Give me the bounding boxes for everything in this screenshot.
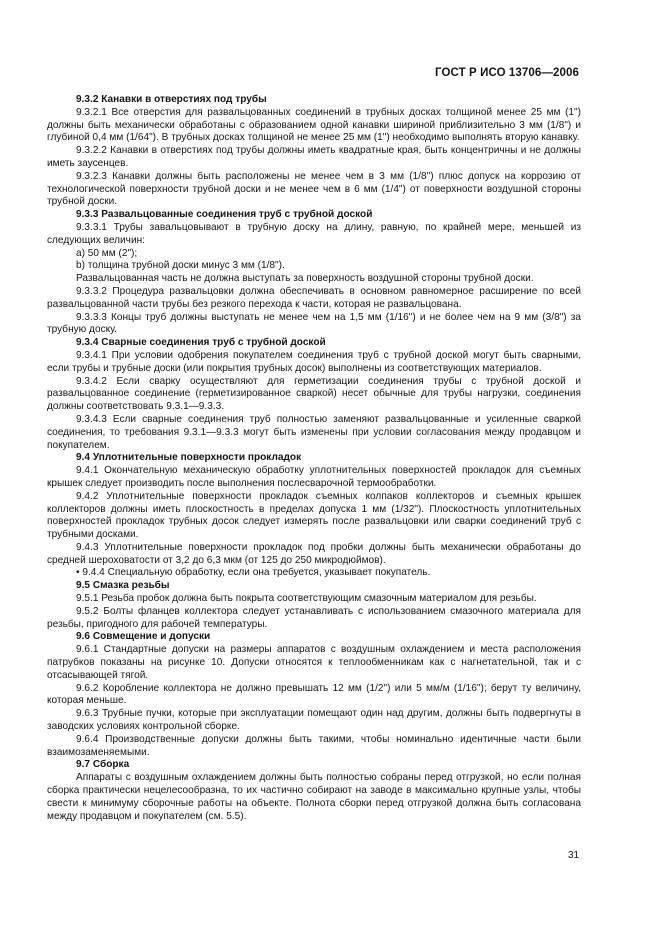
paragraph: Аппараты с воздушным охлаждением должны быть полностью собраны перед отгрузкой, но если полная сборка практически нецелесообразна, то их частично собирают на заводе в максимально крупные узлы, чтобы свести к минимуму сборочные работы на объекте. Полнота сборки перед отгрузкой должна быть согласована между продавцом и покупателем (см. 5.5). xyxy=(47,772,581,822)
paragraph: 9.6.2 Коробление коллектора не должно превышать 12 мм (1/2") или 5 мм/м (1/16"); берут ту величину, которая меньше. xyxy=(47,682,581,707)
paragraph: 9.4.2 Уплотнительные поверхности прокладок съемных колпаков коллекторов и съемных крышек коллекторов должны иметь плоскостность в пределах допуска 1 мм (1/32"). Плоскостность уплотнительных поверхностей прокладок трубных досок следует измерять после развальцовки или сварки соединений труб с трубными досками. xyxy=(47,490,581,541)
paragraph: 9.3.2.2 Канавки в отверстиях под трубы должны иметь квадратные края, быть концентричны и не должны иметь заусенцев. xyxy=(47,145,581,169)
section-heading: 9.5 Смазка резьбы xyxy=(76,580,170,592)
paragraph: 9.5.1 Резьба пробок должна быть покрыта соответствующим смазочным материалом для резьбы. xyxy=(76,593,537,605)
standard-designation: ГОСТ Р ИСО 13706—2006 xyxy=(434,67,579,79)
paragraph: 9.3.4.3 Если сварные соединения труб полностью заменяют развальцованные и усиленные сваркой соединения, то требования 9.3.1—9.3.3 могут быть изменены при условии согласования между продавцом и покупателем. xyxy=(47,413,581,451)
paragraph: • 9.4.4 Специальную обработку, если она требуется, указывает покупатель. xyxy=(76,567,431,579)
section-heading: 9.6 Совмещение и допуски xyxy=(76,631,211,643)
paragraph: 9.3.2.3 Канавки должны быть расположены не менее чем в 3 мм (1/8") плюс допуск на коррозию от технологической поверхности трубной доски и не менее чем в 6 мм (1/4") от поверхности воздушной стороны трубной доски. xyxy=(47,170,581,208)
paragraph: 9.3.3.3 Концы труб должны выступать не менее чем на 1,5 мм (1/16") и не более чем на 9 мм (3/8") за трубную доску. xyxy=(47,311,581,336)
page-number: 31 xyxy=(568,850,580,861)
paragraph: 9.3.3.1 Трубы завальцовывают в трубную доску на длину, равную, по крайней мере, меньшей из следующих величин: xyxy=(47,221,581,246)
paragraph: 9.6.3 Трубные пучки, которые при эксплуатации помещают один над другим, должны быть подвергнуты в заводских условиях контрольной сборке. xyxy=(47,708,581,733)
section-heading: 9.4 Уплотнительные поверхности прокладок xyxy=(76,452,302,464)
section-heading: 9.3.4 Сварные соединения труб с трубной доской xyxy=(76,337,326,349)
section-heading: 9.3.3 Развальцованные соединения труб с трубной доской xyxy=(76,209,373,221)
paragraph: 9.4.1 Окончательную механическую обработку уплотнительных поверхностей прокладок для съемных крышек следует производить после выполнения послесварочной термообработки. xyxy=(47,465,581,489)
section-heading: 9.7 Сборка xyxy=(76,759,130,771)
list-item: а) 50 мм (2"); xyxy=(76,247,138,259)
paragraph: 9.6.1 Стандартные допуски на размеры аппаратов с воздушным охлаждением и места расположения патрубков показаны на рисунке 10. Допуски относятся к теплообменникам как с нагнетательной, так и с отсасывающей тягой. xyxy=(47,644,581,681)
paragraph: 9.4.3 Уплотнительные поверхности прокладок под пробки должны быть механически обработаны до средней шероховатости от 3,2 до 6,3 мкм (от 125 до 250 микродюймов). xyxy=(47,541,581,566)
document-body xyxy=(47,94,581,823)
paragraph: 9.3.2.1 Все отверстия для развальцованных соединений в трубных досках толщиной менее 25 мм (1") должны быть механически обработаны с образованием одной канавки шириной приблизительно 3 мм (1/8") и глубиной 0,4 мм (1/64"). В трубных досках толщиной не менее 25 мм (1") необходимо выполнять вторую канавку. xyxy=(47,106,581,144)
paragraph: 9.6.4 Производственные допуски должны быть такими, чтобы номинально идентичные части были взаимозаменяемыми. xyxy=(47,733,581,758)
paragraph: 9.5.2 Болты фланцев коллектора следует устанавливать с использованием смазочного материала для резьбы, пригодного для рабочей температуры. xyxy=(47,605,581,630)
list-item: b) толщина трубной доски минус 3 мм (1/8"). xyxy=(76,260,285,272)
paragraph: Развальцованная часть не должна выступать за поверхность воздушной стороны трубной доски. xyxy=(76,273,534,285)
paragraph: 9.3.4.1 При условии одобрения покупателем соединения труб с трубной доской могут быть сварными, если трубы и трубные доски (или покрытия трубных досок) выполнены из соответствующих материалов. xyxy=(47,349,581,374)
paragraph: 9.3.3.2 Процедура развальцовки должна обеспечивать в основном равномерное расширение по всей развальцованной части трубы без резкого перехода к части, которая не развальцована. xyxy=(47,285,581,310)
paragraph: 9.3.4.2 Если сварку осуществляют для герметизации соединения трубы с трубной доской и развальцованное соединение (герметизированное сваркой) несет обычные для трубы нагрузки, соединения должны соответствовать 9.3.1—9.3.3. xyxy=(47,375,581,413)
section-heading: 9.3.2 Канавки в отверстиях под трубы xyxy=(76,94,267,105)
